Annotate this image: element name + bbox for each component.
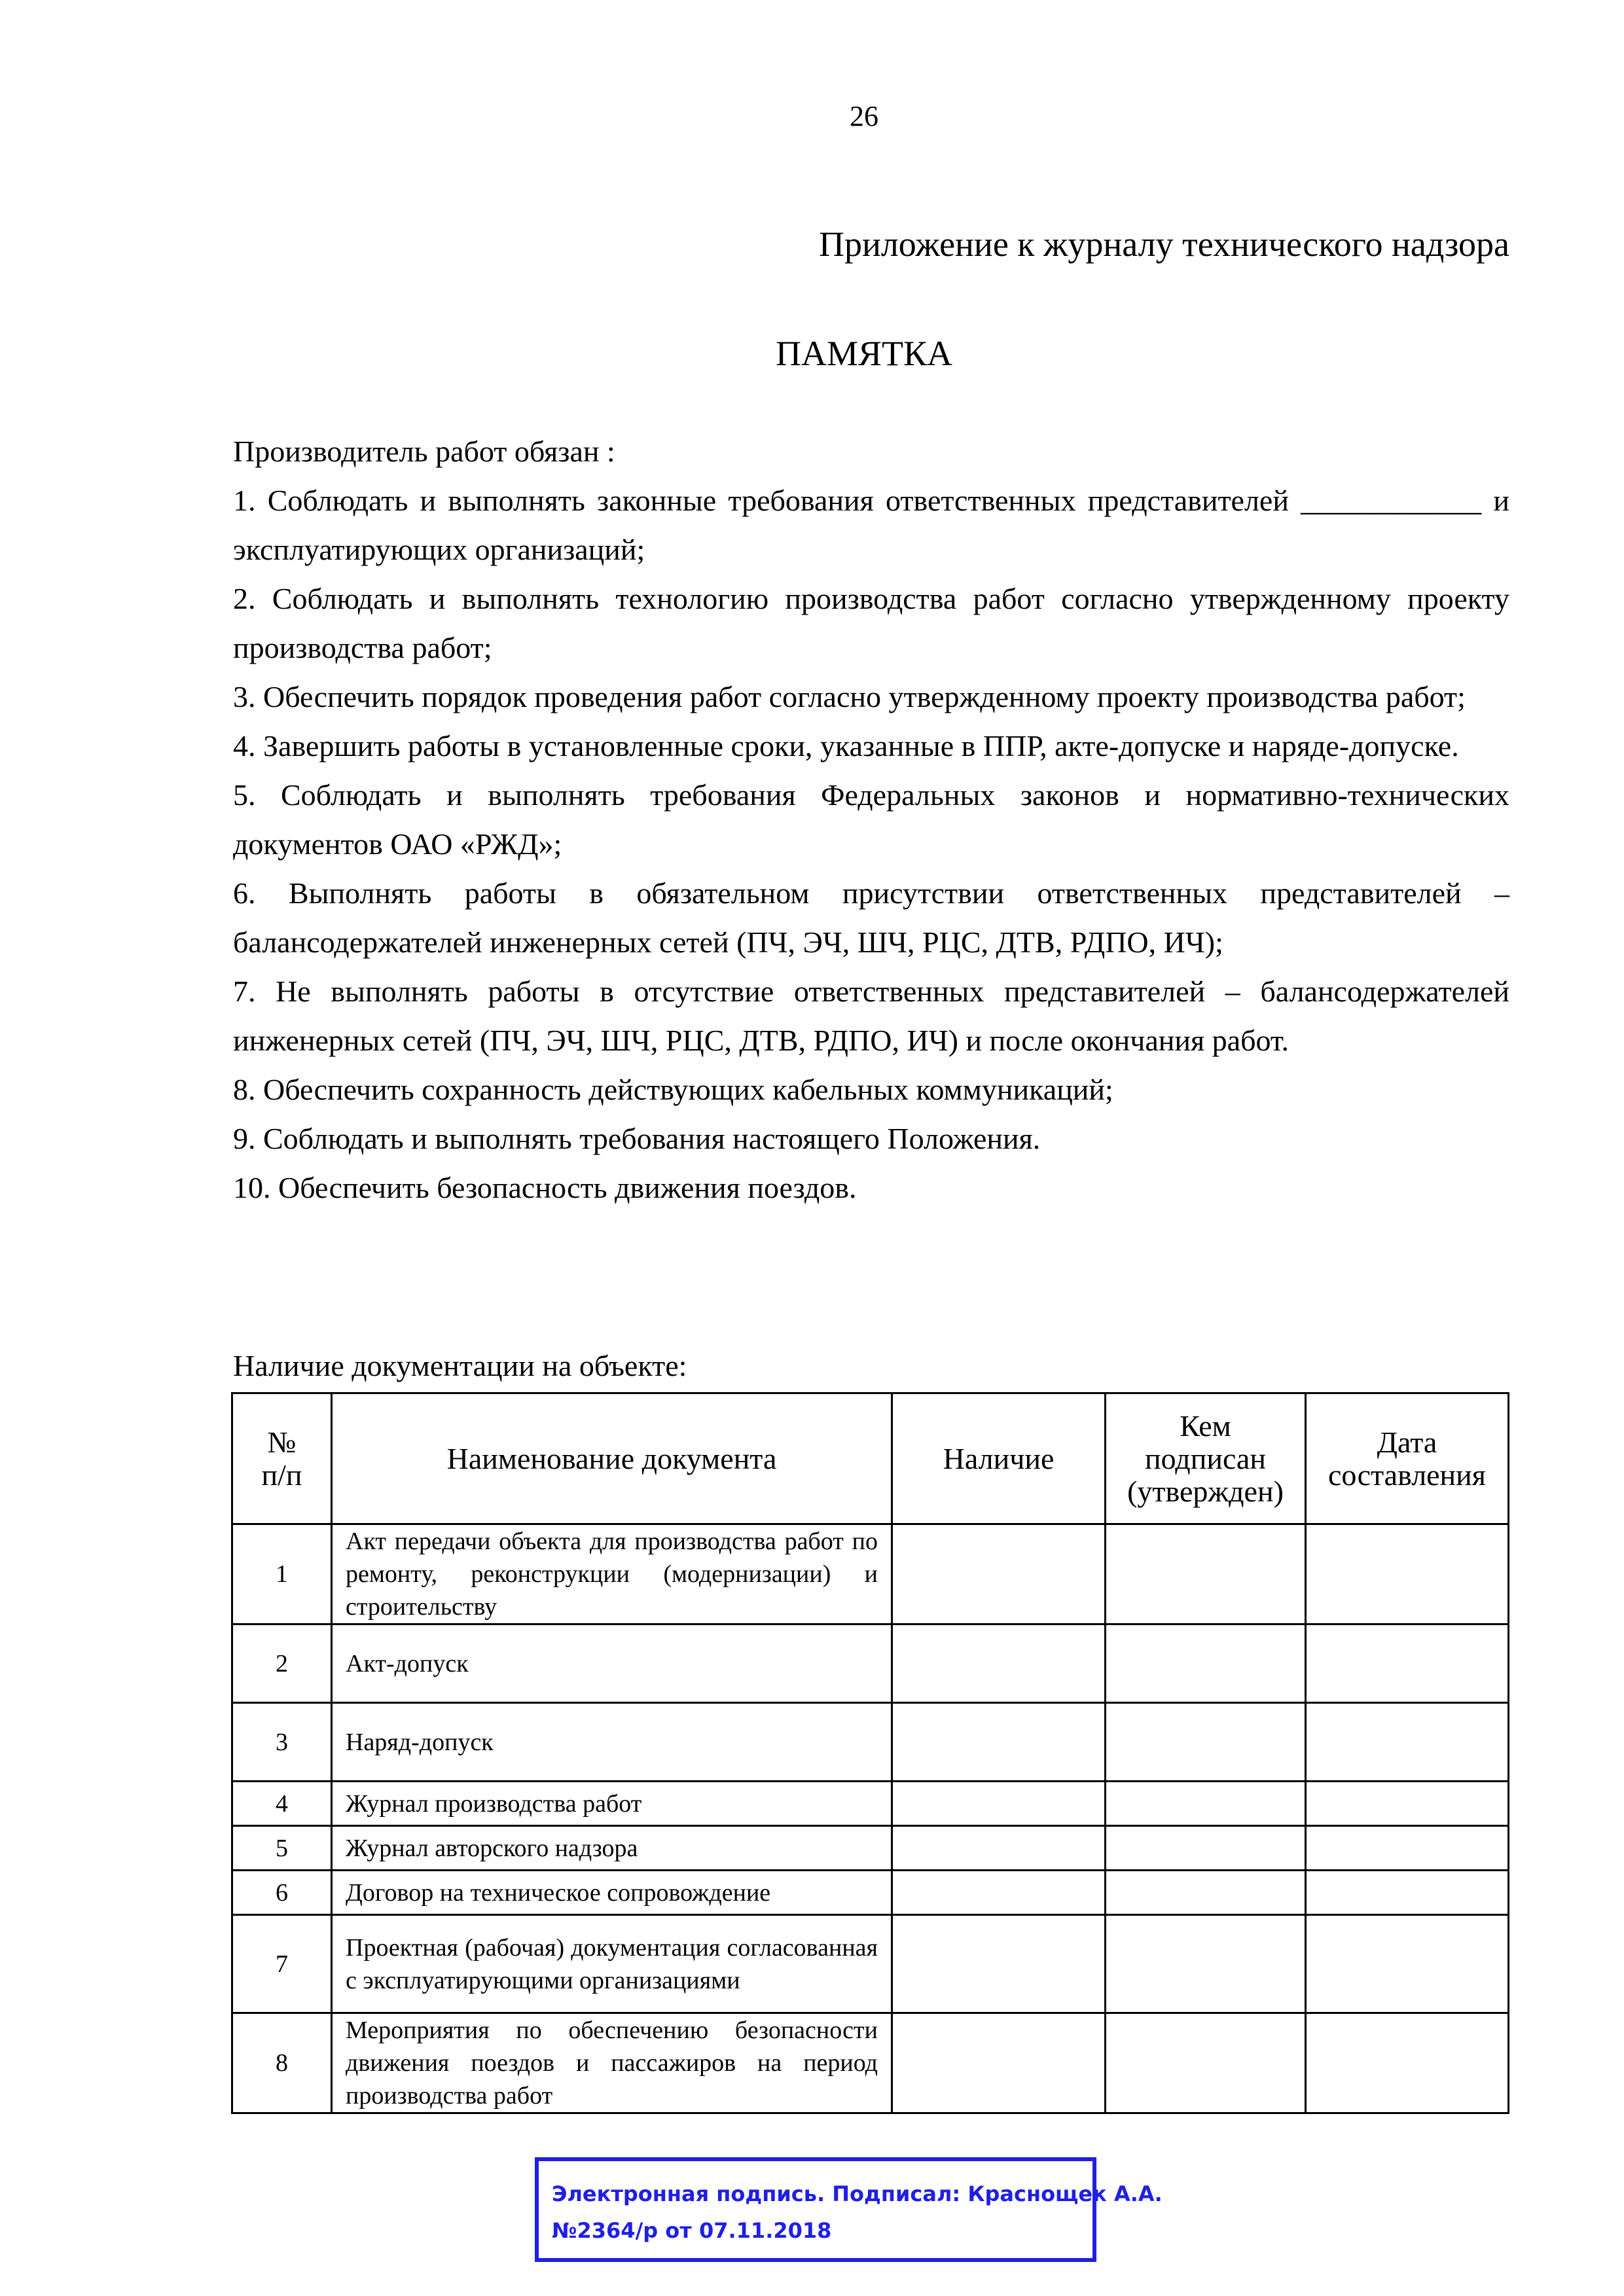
row-num: 4 (232, 1782, 332, 1826)
list-item: 1. Соблюдать и выполнять законные требования ответственных представителей ____________ и эксплуатирующих организаций; (233, 484, 1509, 566)
documents-table (231, 1392, 1509, 2114)
table-row (232, 1871, 1509, 1915)
row-presence-cell (892, 1782, 1106, 1826)
intro-text: Производитель работ обязан : (233, 435, 615, 468)
row-name: Наряд-допуск (332, 1703, 892, 1782)
table-row (232, 1782, 1509, 1826)
table-row (232, 1624, 1509, 1703)
row-signed-cell (1106, 1624, 1306, 1703)
table-row (232, 1915, 1509, 2013)
header-date: Дата составления (1306, 1393, 1509, 1524)
row-num: 7 (232, 1915, 332, 2013)
list-item: 6. Выполнять работы в обязательном присутствии ответственных представителей – балансодержателей инженерных сетей (ПЧ, ЭЧ, ШЧ, РЦС, ДТВ, РДПО, ИЧ); (233, 876, 1509, 959)
row-signed-cell (1106, 2013, 1306, 2113)
row-num: 8 (232, 2013, 332, 2113)
header-presence: Наличие (892, 1393, 1106, 1524)
electronic-signature-stamp (535, 2157, 1163, 2262)
row-name: Договор на техническое сопровождение (332, 1871, 892, 1915)
row-num: 2 (232, 1624, 332, 1703)
row-name: Акт передачи объекта для производства работ по ремонту, реконструкции (модернизации) и строительству (332, 1524, 892, 1624)
row-date-cell (1306, 1871, 1509, 1915)
list-item: 9. Соблюдать и выполнять требования настоящего Положения. (233, 1122, 1041, 1155)
table-title: Наличие документации на объекте: (233, 1349, 687, 1382)
header-signed-by: Кем подписан (утвержден) (1106, 1393, 1306, 1524)
row-presence-cell (892, 2013, 1106, 2113)
row-name: Журнал производства работ (332, 1782, 892, 1826)
signature-line-2: №2364/р от 07.11.2018 (552, 2218, 832, 2243)
row-signed-cell (1106, 1915, 1306, 2013)
table-row (232, 2013, 1509, 2113)
row-name: Мероприятия по обеспечению безопасности движения поездов и пассажиров на период производства работ (332, 2013, 892, 2113)
signature-line-1: Электронная подпись. Подписал: Краснощек А.А. (552, 2181, 1163, 2206)
row-signed-cell (1106, 1524, 1306, 1624)
row-signed-cell (1106, 1703, 1306, 1782)
row-date-cell (1306, 1826, 1509, 1871)
row-signed-cell (1106, 1782, 1306, 1826)
row-num: 1 (232, 1524, 332, 1624)
list-item: 10. Обеспечить безопасность движения поездов. (233, 1171, 857, 1204)
obligations-list (233, 476, 1509, 1212)
row-name: Проектная (рабочая) документация согласованная с эксплуатирующими организациями (332, 1915, 892, 2013)
row-date-cell (1306, 1782, 1509, 1826)
header-num: № п/п (232, 1393, 332, 1524)
row-presence-cell (892, 1703, 1106, 1782)
row-signed-cell (1106, 1826, 1306, 1871)
table-row (232, 1524, 1509, 1624)
row-date-cell (1306, 1915, 1509, 2013)
list-item: 3. Обеспечить порядок проведения работ согласно утвержденному проекту производства работ; (233, 680, 1466, 713)
header-name: Наименование документа (332, 1393, 892, 1524)
table-row (232, 1826, 1509, 1871)
row-presence-cell (892, 1624, 1106, 1703)
list-item: 4. Завершить работы в установленные сроки, указанные в ППР, акте-допуске и наряде-допуске. (233, 729, 1459, 762)
table-header-row (232, 1393, 1509, 1524)
row-presence-cell (892, 1871, 1106, 1915)
row-presence-cell (892, 1826, 1106, 1871)
list-item: 7. Не выполнять работы в отсутствие ответственных представителей – балансодержателей инженерных сетей (ПЧ, ЭЧ, ШЧ, РЦС, ДТВ, РДПО, ИЧ) и после окончания работ. (233, 975, 1509, 1057)
row-date-cell (1306, 1624, 1509, 1703)
list-item: 5. Соблюдать и выполнять требования Федеральных законов и нормативно-технических документов ОАО «РЖД»; (233, 778, 1509, 861)
list-item: 8. Обеспечить сохранность действующих кабельных коммуникаций; (233, 1073, 1113, 1106)
row-num: 5 (232, 1826, 332, 1871)
page-number: 26 (850, 100, 878, 132)
row-date-cell (1306, 1703, 1509, 1782)
row-num: 3 (232, 1703, 332, 1782)
appendix-title: Приложение к журналу технического надзора (818, 224, 1509, 264)
row-signed-cell (1106, 1871, 1306, 1915)
row-date-cell (1306, 1524, 1509, 1624)
row-presence-cell (892, 1524, 1106, 1624)
row-num: 6 (232, 1871, 332, 1915)
row-date-cell (1306, 2013, 1509, 2113)
table-row (232, 1703, 1509, 1782)
document-title: ПАМЯТКА (775, 334, 953, 373)
row-presence-cell (892, 1915, 1106, 2013)
list-item: 2. Соблюдать и выполнять технологию производства работ согласно утвержденному проекту производства работ; (233, 582, 1509, 664)
row-name: Акт-допуск (332, 1624, 892, 1703)
row-name: Журнал авторского надзора (332, 1826, 892, 1871)
